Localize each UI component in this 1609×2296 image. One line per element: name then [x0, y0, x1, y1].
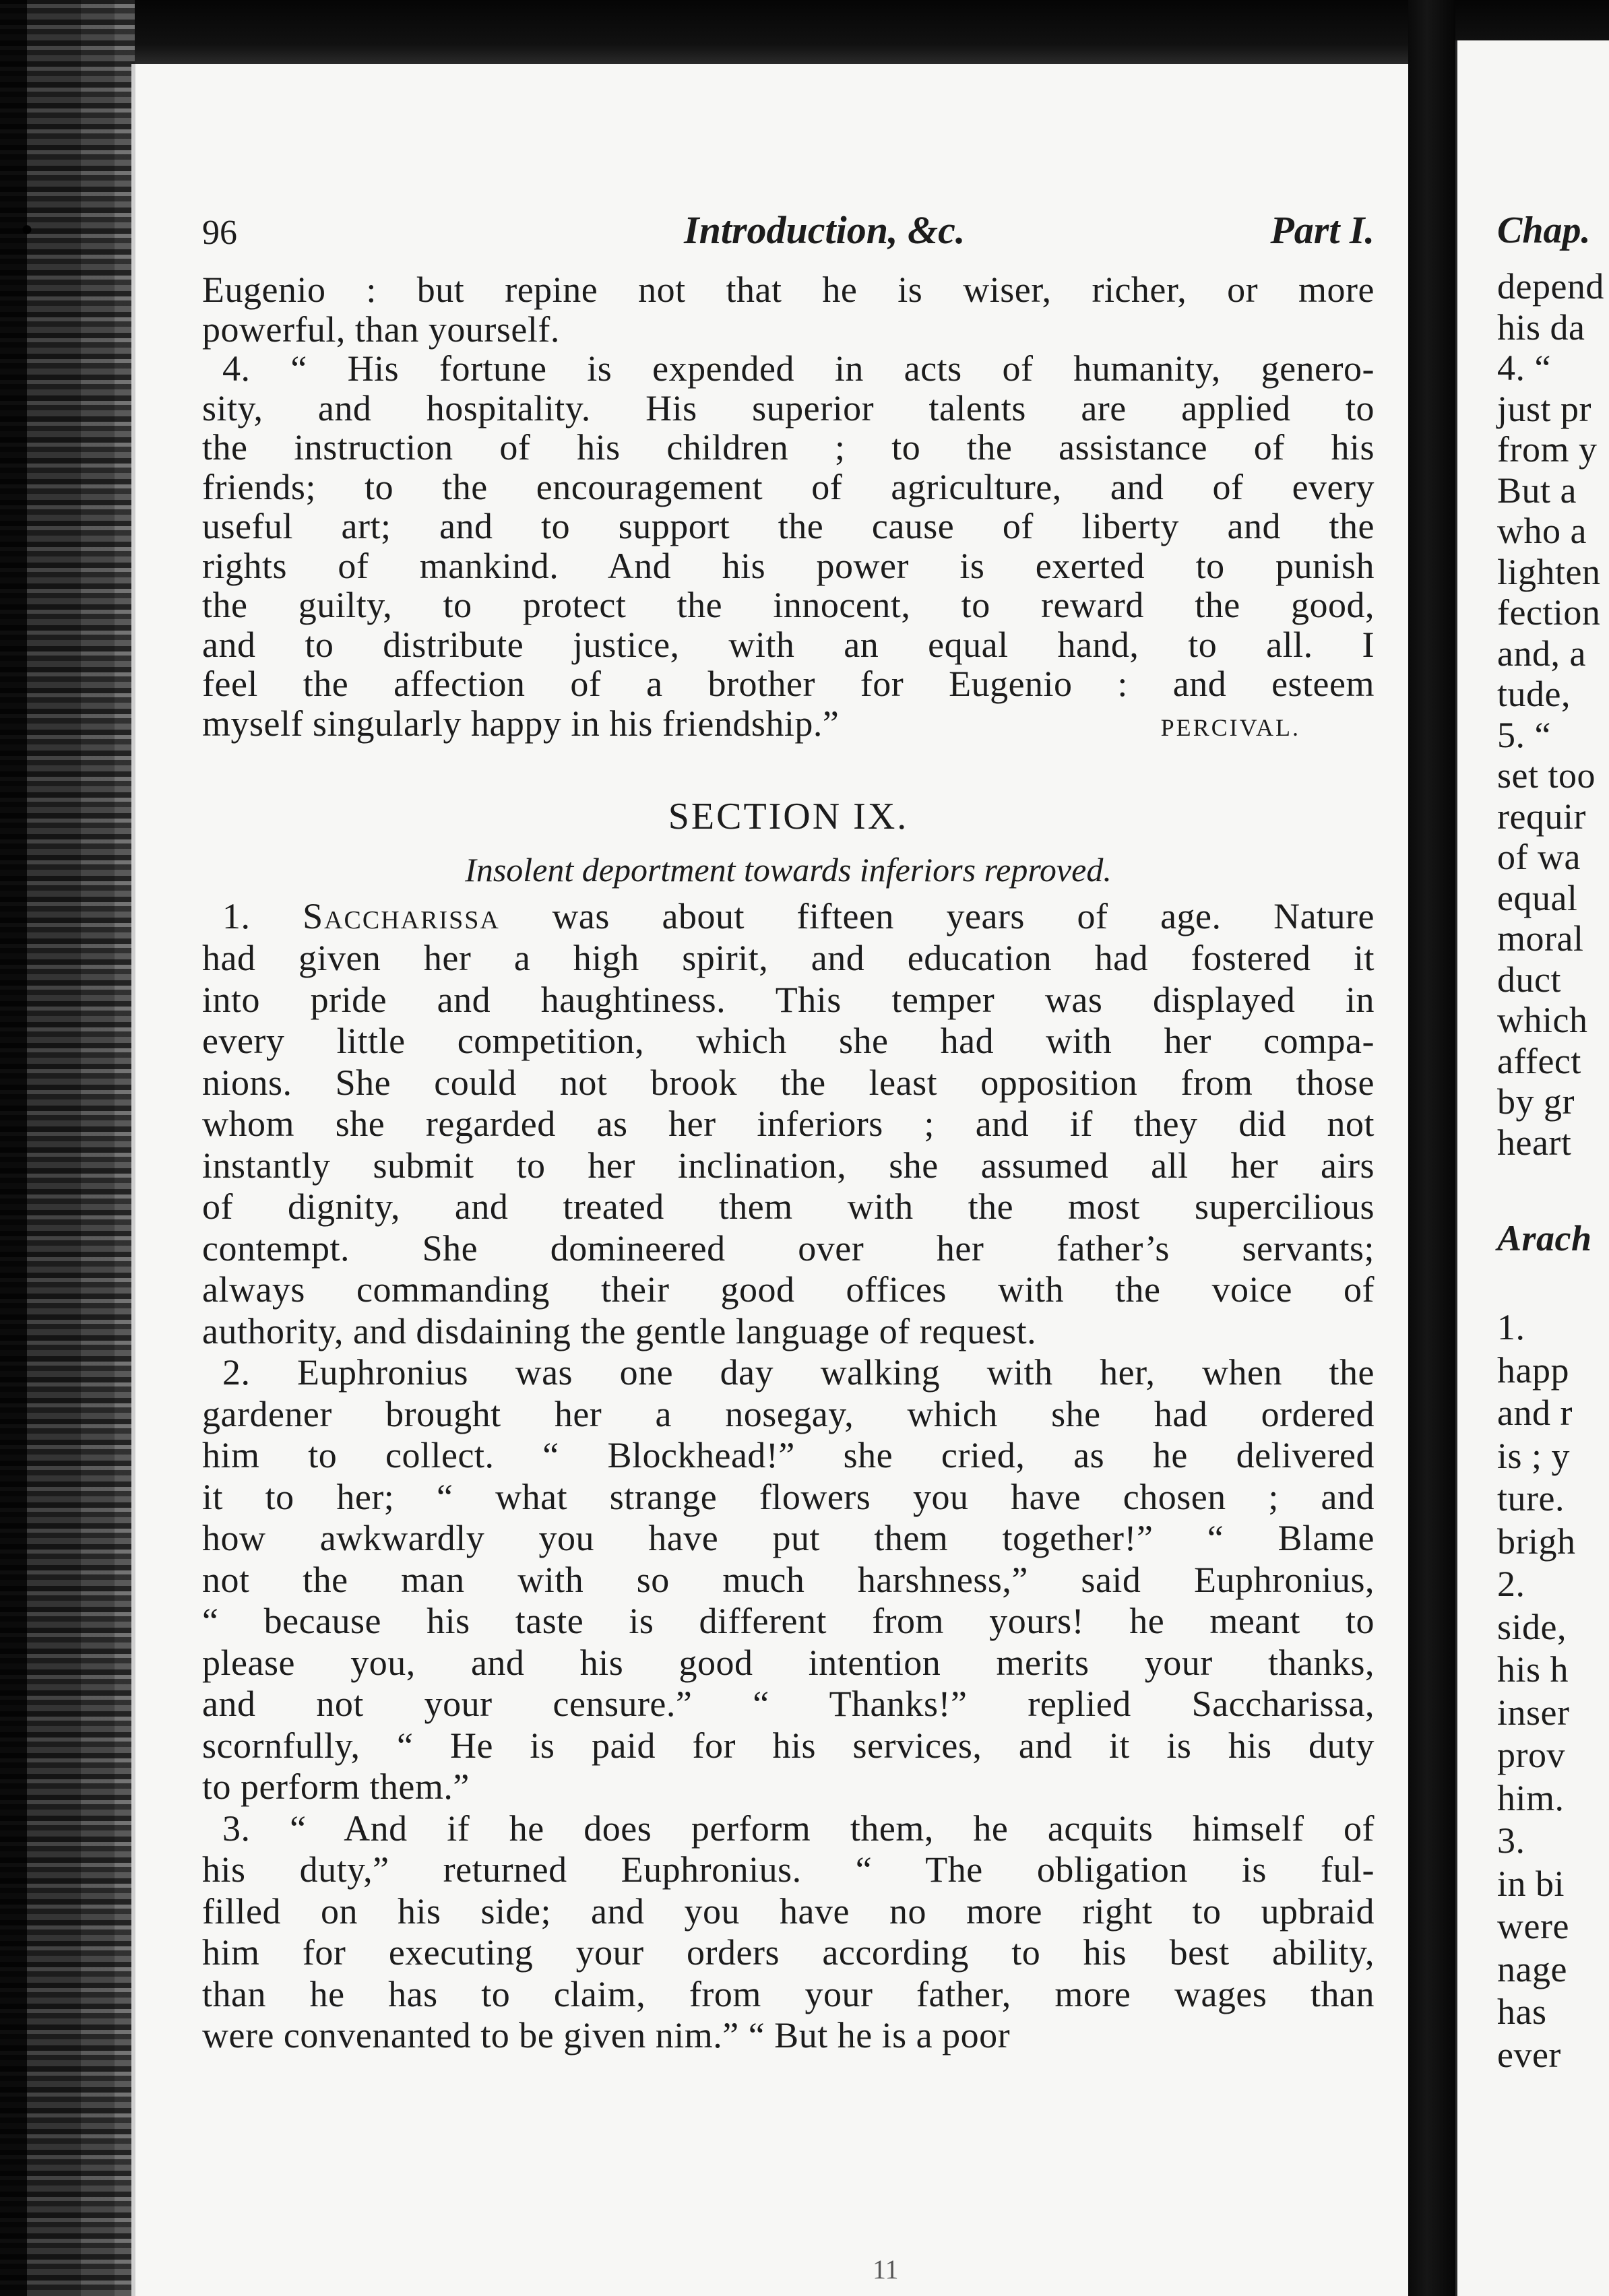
text-line: whom she regarded as her inferiors ; and if they did not — [202, 1104, 1375, 1144]
right-page-line: lighten — [1497, 551, 1601, 592]
part-label: Part I. — [1270, 208, 1375, 252]
text-line: and to distribute justice, with an equal hand, to all. I — [202, 624, 1375, 665]
text-line: authority, and disdaining the gentle language of request. — [202, 1310, 1037, 1351]
author-signature: PERCIVAL. — [1160, 713, 1300, 741]
text-line: to perform them.” — [202, 1766, 470, 1807]
text-line: every little competition, which she had with her compa- — [202, 1021, 1375, 1061]
right-page-line: depend — [1497, 266, 1604, 307]
right-page-line: equal — [1497, 877, 1578, 918]
text-line — [222, 896, 1375, 936]
text-line: into pride and haughtiness. This temper was displayed in — [202, 979, 1375, 1020]
text-line: 3. “ And if he does perform them, he acquits himself of — [222, 1808, 1375, 1849]
text-line: and not your censure.” “ Thanks!” replied Saccharissa, — [202, 1684, 1375, 1724]
right-page-line: which — [1497, 1000, 1588, 1040]
binding-fold — [1408, 0, 1455, 2296]
right-page-line: brigh — [1497, 1521, 1576, 1562]
text-line: not the man with so much harshness,” said Euphronius, — [202, 1559, 1375, 1600]
right-page-line: is ; y — [1497, 1435, 1571, 1476]
right-page-line: his h — [1497, 1649, 1569, 1690]
text-line: friends; to the encouragement of agriculture, and of every — [202, 466, 1375, 507]
right-page-line: But a — [1497, 470, 1577, 511]
text-line: it to her; “ what strange flowers you have chosen ; and — [202, 1476, 1375, 1517]
character-name: Saccharissa — [303, 896, 500, 936]
text-line: had given her a high spirit, and education had fostered it — [202, 938, 1375, 978]
right-chap-label: Chap. — [1497, 210, 1591, 251]
right-page-line: nage — [1497, 1948, 1567, 1989]
text-line: how awkwardly you have put them together!” “ Blame — [202, 1518, 1375, 1558]
right-page-line: tude, — [1497, 674, 1571, 714]
right-page-line: by gr — [1497, 1081, 1575, 1122]
paragraph-number: 1. — [222, 896, 251, 936]
text-line: his duty,” returned Euphronius. “ The obligation is ful- — [202, 1849, 1375, 1890]
text-line: 2. Euphronius was one day walking with her, when the — [222, 1352, 1375, 1393]
text-line: him for executing your orders according to his best ability, — [202, 1932, 1375, 1973]
right-page-line: has — [1497, 1991, 1547, 2032]
text-line: filled on his side; and you have no more right to upbraid — [202, 1890, 1375, 1932]
text-line: “ because his taste is different from yours! he meant to — [202, 1601, 1375, 1641]
text-line: contempt. She domineered over her father’s servants; — [202, 1227, 1375, 1269]
page-number: 96 — [202, 214, 237, 252]
text-line: than he has to claim, from your father, more wages than — [202, 1973, 1375, 2014]
text-line: useful art; and to support the cause of liberty and the — [202, 506, 1375, 546]
right-page-line: in bi — [1497, 1863, 1565, 1904]
text-line: sity, and hospitality. His superior talents are applied to — [202, 387, 1375, 428]
text-line: Eugenio : but repine not that he is wiser, richer, or more — [202, 269, 1375, 310]
right-page-line: set too — [1497, 755, 1596, 796]
text-line: the guilty, to protect the innocent, to reward the good, — [202, 585, 1375, 625]
right-page-line: 4. “ — [1497, 348, 1551, 388]
text-line: gardener brought her a nosegay, which she had ordered — [202, 1393, 1375, 1434]
right-page-line: 2. — [1497, 1564, 1525, 1604]
text-line: him to collect. “ Blockhead!” she cried, as he delivered — [202, 1435, 1375, 1475]
text-line: rights of mankind. And his power is exerted to punish — [202, 545, 1375, 586]
text-line: please you, and his good intention merits your thanks, — [202, 1642, 1375, 1683]
left-gutter-speckle — [0, 0, 135, 2296]
text-line: instantly submit to her inclination, she assumed all her airs — [202, 1145, 1375, 1186]
text-line: myself singularly happy in his friendship.” — [202, 703, 840, 744]
right-page-line: just pr — [1497, 388, 1592, 429]
right-page-line: requir — [1497, 796, 1586, 837]
right-page-line: side, — [1497, 1606, 1567, 1647]
right-page-line: moral — [1497, 918, 1584, 959]
right-page-line: his da — [1497, 307, 1585, 348]
right-section-fragment: Arach — [1497, 1218, 1592, 1258]
signature-line — [202, 703, 1300, 748]
right-page-line: inser — [1497, 1692, 1570, 1733]
right-page-line: were — [1497, 1906, 1569, 1946]
right-page-line: heart — [1497, 1122, 1572, 1163]
text-line: nions. She could not brook the least opposition from those — [202, 1062, 1375, 1103]
right-page-line: 1. — [1497, 1307, 1525, 1347]
text-line: always commanding their good offices with the voice of — [202, 1269, 1375, 1310]
text-line: of dignity, and treated them with the most supercilious — [202, 1186, 1375, 1227]
right-page-line: prov — [1497, 1735, 1565, 1775]
right-page-line: happ — [1497, 1349, 1569, 1391]
right-page-line: him. — [1497, 1777, 1565, 1818]
right-page-line: 3. — [1497, 1820, 1525, 1861]
text-line: scornfully, “ He is paid for his services, and it is his duty — [202, 1725, 1375, 1766]
section-subtitle: Insolent deportment towards inferiors reproved. — [465, 851, 1112, 889]
right-page-line: from y — [1497, 429, 1598, 470]
right-page-line: duct — [1497, 959, 1561, 1000]
running-title: Introduction, &c. — [684, 208, 966, 252]
scan-top-edge — [0, 0, 1609, 64]
text-line: the instruction of his children ; to the assistance of his — [202, 427, 1375, 468]
right-page-line: fection — [1497, 592, 1601, 633]
text-line: 4. “ His fortune is expended in acts of humanity, genero- — [222, 348, 1375, 389]
footer-mark: 11 — [873, 2254, 899, 2285]
right-page-line: and, a — [1497, 633, 1586, 674]
right-page-line: who a — [1497, 511, 1587, 551]
right-page-line: of wa — [1497, 837, 1581, 877]
text-line: feel the affection of a brother for Eugenio : and esteem — [202, 664, 1375, 704]
right-page-line: 5. “ — [1497, 714, 1551, 755]
section-heading: SECTION IX. — [668, 796, 909, 837]
right-page-line: affect — [1497, 1040, 1581, 1081]
running-head — [202, 208, 1375, 261]
right-page-line: ever — [1497, 2034, 1561, 2075]
right-page-line: ture. — [1497, 1478, 1565, 1519]
right-page-line: and r — [1497, 1393, 1573, 1433]
text-line: powerful, than yourself. — [202, 309, 560, 350]
text-line-rest: was about fifteen years of age. Nature — [552, 896, 1375, 936]
text-line: were convenanted to be given nim.” “ But he is a poor — [202, 2015, 1011, 2055]
